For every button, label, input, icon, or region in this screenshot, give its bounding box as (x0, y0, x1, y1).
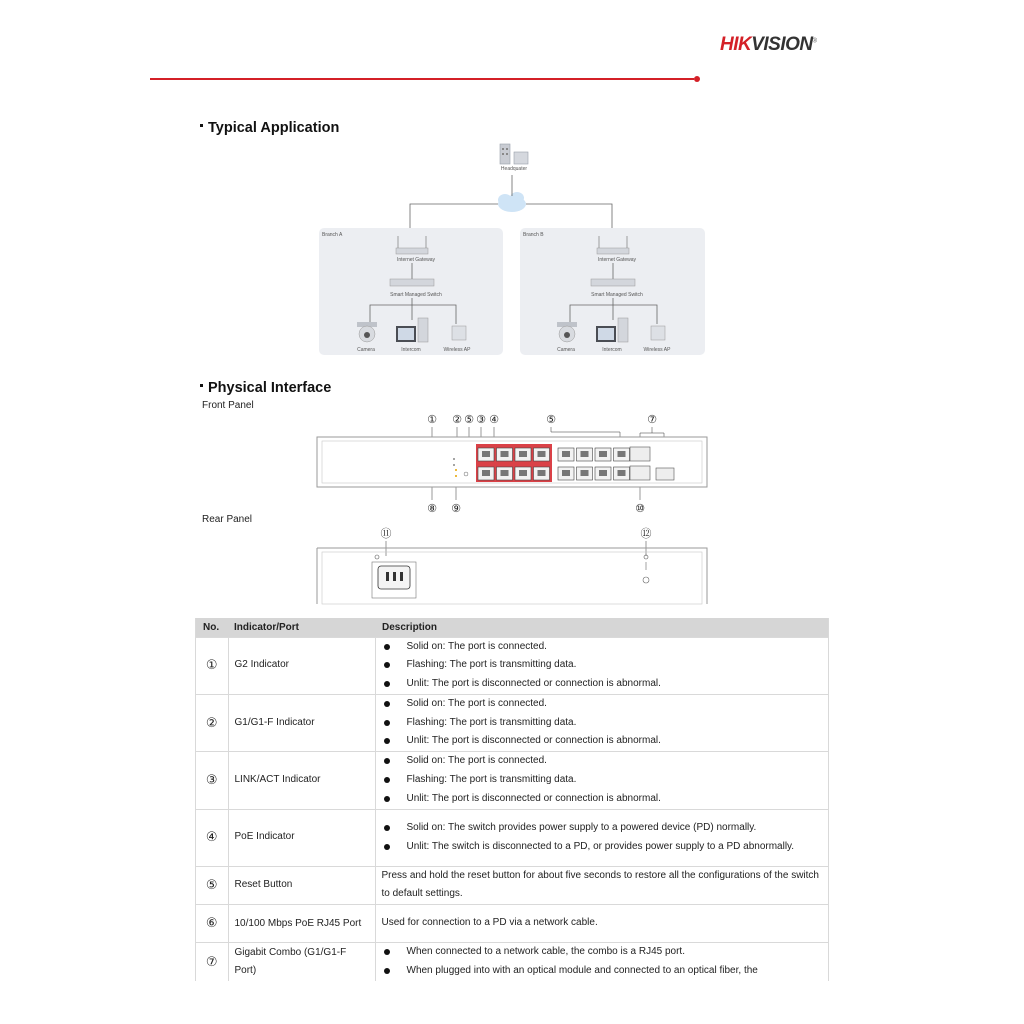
row-description (375, 866, 828, 905)
physical-interface-heading: Physical Interface (200, 380, 331, 396)
branch-a-label: Branch A (322, 232, 343, 238)
row-port-name: LINK/ACT Indicator (228, 752, 375, 809)
table-row (196, 694, 828, 751)
port-socket (501, 470, 509, 476)
branch-b-device-ap: Wireless AP (643, 347, 671, 353)
front-callout-2: ② (452, 413, 462, 426)
logo-hik: HIK (720, 34, 752, 55)
description-bullet: Flashing: The port is transmitting data. (382, 714, 823, 733)
front-callout-5a: ⑤ (464, 413, 474, 426)
branch-b-device-camera: Camera (557, 347, 575, 353)
description-bullets (382, 943, 823, 981)
row-description (375, 637, 828, 694)
branch-b-device-intercom: Intercom (602, 347, 622, 353)
description-bullet: Solid on: The port is connected. (382, 638, 823, 657)
table-row (196, 637, 828, 694)
headquarter-label: Headquater (500, 166, 528, 172)
logo-registered-mark: ® (812, 38, 817, 45)
typical-application-heading: Typical Application (200, 120, 339, 136)
row-port-name: Gigabit Combo (G1/G1-F Port) (228, 943, 375, 981)
col-no: No. (196, 618, 228, 637)
table-row (196, 866, 828, 905)
rear-callout-11: ⑪ (380, 527, 392, 540)
front-callout-5b: ⑤ (546, 413, 556, 426)
sfp-port (656, 468, 674, 480)
table-row (196, 809, 828, 866)
combo-rj45-port-bottom (630, 466, 650, 480)
port-socket (618, 451, 626, 457)
port-socket (538, 451, 546, 457)
combo-rj45-port-top (630, 447, 650, 461)
row-port-name: Reset Button (228, 866, 375, 905)
port-socket (482, 451, 490, 457)
port-socket (519, 470, 527, 476)
front-callout-1: ① (427, 413, 437, 426)
row-number: ③ (196, 752, 228, 809)
row-port-name: PoE Indicator (228, 809, 375, 866)
port-socket (618, 470, 626, 476)
front-callout-8: ⑧ (427, 502, 437, 515)
row-description (375, 905, 828, 943)
port-socket (599, 470, 607, 476)
row-number: ① (196, 637, 228, 694)
description-bullet: Flashing: The port is transmitting data. (382, 771, 823, 790)
row-number: ⑦ (196, 943, 228, 981)
description-bullets (382, 819, 823, 857)
description-bullet: When connected to a network cable, the combo is a RJ45 port. (382, 943, 823, 962)
row-number: ⑥ (196, 905, 228, 943)
description-bullet: Unlit: The switch is disconnected to a PD, or provides power supply to a PD abnormally. (382, 838, 823, 857)
port-socket (562, 470, 570, 476)
description-text: Press and hold the reset button for about five seconds to restore all the configurations of the switch to default settings. (381, 869, 819, 900)
port-socket (599, 451, 607, 457)
description-bullet: When plugged into with an optical module and connected to an optical fiber, the (382, 962, 823, 981)
front-callout-10: ⑩ (635, 502, 645, 515)
description-bullets (382, 638, 823, 694)
row-number: ⑤ (196, 866, 228, 905)
branch-b-gateway-label: Internet Gateway (597, 257, 637, 263)
branch-a-device-camera: Camera (357, 347, 375, 353)
indicator-table (195, 618, 829, 981)
description-bullet: Solid on: The port is connected. (382, 695, 823, 714)
front-panel-label: Front Panel (202, 400, 254, 411)
front-callout-7: ⑦ (647, 413, 657, 426)
description-bullet: Solid on: The port is connected. (382, 752, 823, 771)
description-bullet: Unlit: The port is disconnected or connection is abnormal. (382, 732, 823, 751)
description-bullet: Unlit: The port is disconnected or connection is abnormal. (382, 675, 823, 694)
port-socket (519, 451, 527, 457)
port-socket (482, 470, 490, 476)
row-port-name: 10/100 Mbps PoE RJ45 Port (228, 905, 375, 943)
row-number: ② (196, 694, 228, 751)
row-port-name: G2 Indicator (228, 637, 375, 694)
port-socket (538, 470, 546, 476)
table-row (196, 905, 828, 943)
table-row (196, 943, 828, 981)
port-socket (581, 470, 589, 476)
row-description (375, 809, 828, 866)
ground-terminal (643, 577, 649, 583)
description-bullet: Unlit: The port is disconnected or connection is abnormal. (382, 790, 823, 809)
logo-vision: VISION (751, 34, 813, 55)
front-callout-4: ④ (489, 413, 499, 426)
port-socket (501, 451, 509, 457)
port-socket (581, 451, 589, 457)
branch-a-device-intercom: Intercom (401, 347, 421, 353)
branch-a-device-ap: Wireless AP (443, 347, 471, 353)
col-port: Indicator/Port (228, 618, 375, 637)
row-description (375, 694, 828, 751)
branch-b-switch-label: Smart Managed Switch (591, 292, 643, 298)
rear-callout-12: ⑫ (640, 527, 652, 540)
branch-b-label: Branch B (523, 232, 544, 238)
branch-a-switch-label: Smart Managed Switch (390, 292, 442, 298)
front-callout-9: ⑨ (451, 502, 461, 515)
port-socket (562, 451, 570, 457)
description-bullet: Solid on: The switch provides power supply to a powered device (PD) normally. (382, 819, 823, 838)
branch-a-gateway-label: Internet Gateway (396, 257, 436, 263)
description-bullets (382, 752, 823, 808)
description-text: Used for connection to a PD via a network cable. (381, 917, 598, 929)
row-description (375, 752, 828, 809)
description-bullets (382, 695, 823, 751)
col-desc: Description (375, 618, 828, 637)
rear-panel-label: Rear Panel (202, 514, 253, 525)
row-description (375, 943, 828, 981)
table-row (196, 752, 828, 809)
description-bullet: Flashing: The port is transmitting data. (382, 656, 823, 675)
front-callout-3: ③ (476, 413, 486, 426)
row-port-name: G1/G1-F Indicator (228, 694, 375, 751)
row-number: ④ (196, 809, 228, 866)
